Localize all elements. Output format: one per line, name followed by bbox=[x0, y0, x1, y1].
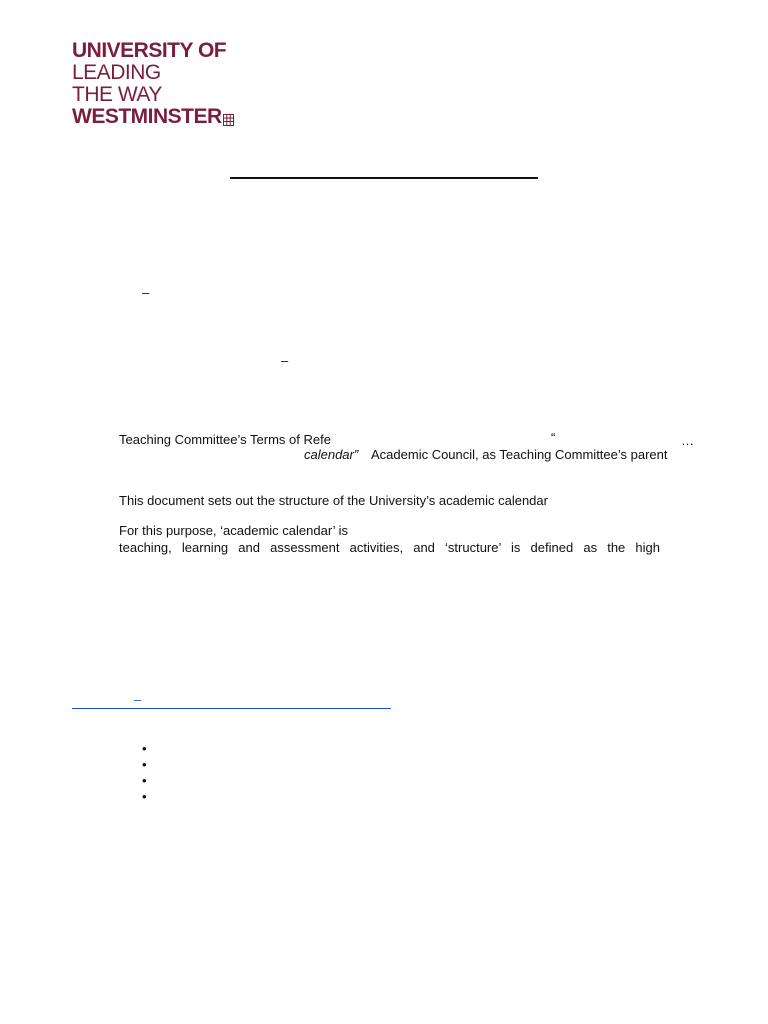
bullet-item: • bbox=[142, 773, 147, 788]
para1-line1-ellipsis: … bbox=[681, 433, 694, 448]
dash-1: – bbox=[142, 285, 150, 300]
para1-line1-left: Teaching Committee’s Terms of Refe bbox=[119, 432, 331, 447]
bullet-item: • bbox=[142, 757, 147, 772]
university-logo bbox=[72, 40, 262, 132]
para3-line2: teaching, learning and assessment activities, and ‘structure’ is defined as the high bbox=[119, 540, 660, 555]
logo-line-4-text: WESTMINSTER bbox=[72, 105, 222, 128]
link-underline[interactable] bbox=[72, 708, 391, 709]
dash-2: – bbox=[281, 353, 289, 368]
para1-line2-italic: calendar” bbox=[304, 447, 359, 462]
bullet-item: • bbox=[142, 741, 147, 756]
logo-line-4 bbox=[72, 106, 262, 131]
logo-line-2: LEADING bbox=[72, 61, 161, 84]
para1-line1-quote: “ bbox=[551, 430, 556, 445]
bullet-item: • bbox=[142, 789, 147, 804]
portcullis-grid-icon bbox=[223, 109, 234, 131]
logo-line-3: THE WAY bbox=[72, 83, 162, 106]
para3-line1: For this purpose, ‘academic calendar’ is bbox=[119, 523, 349, 538]
para2-text: This document sets out the structure of the University’s academic calendar bbox=[119, 493, 548, 508]
para1-line2-rest: Academic Council, as Teaching Committee’s parent bbox=[371, 447, 668, 462]
logo-line-1: UNIVERSITY OF bbox=[72, 39, 227, 62]
title-underline bbox=[230, 177, 538, 179]
link-dash[interactable]: – bbox=[134, 692, 142, 707]
